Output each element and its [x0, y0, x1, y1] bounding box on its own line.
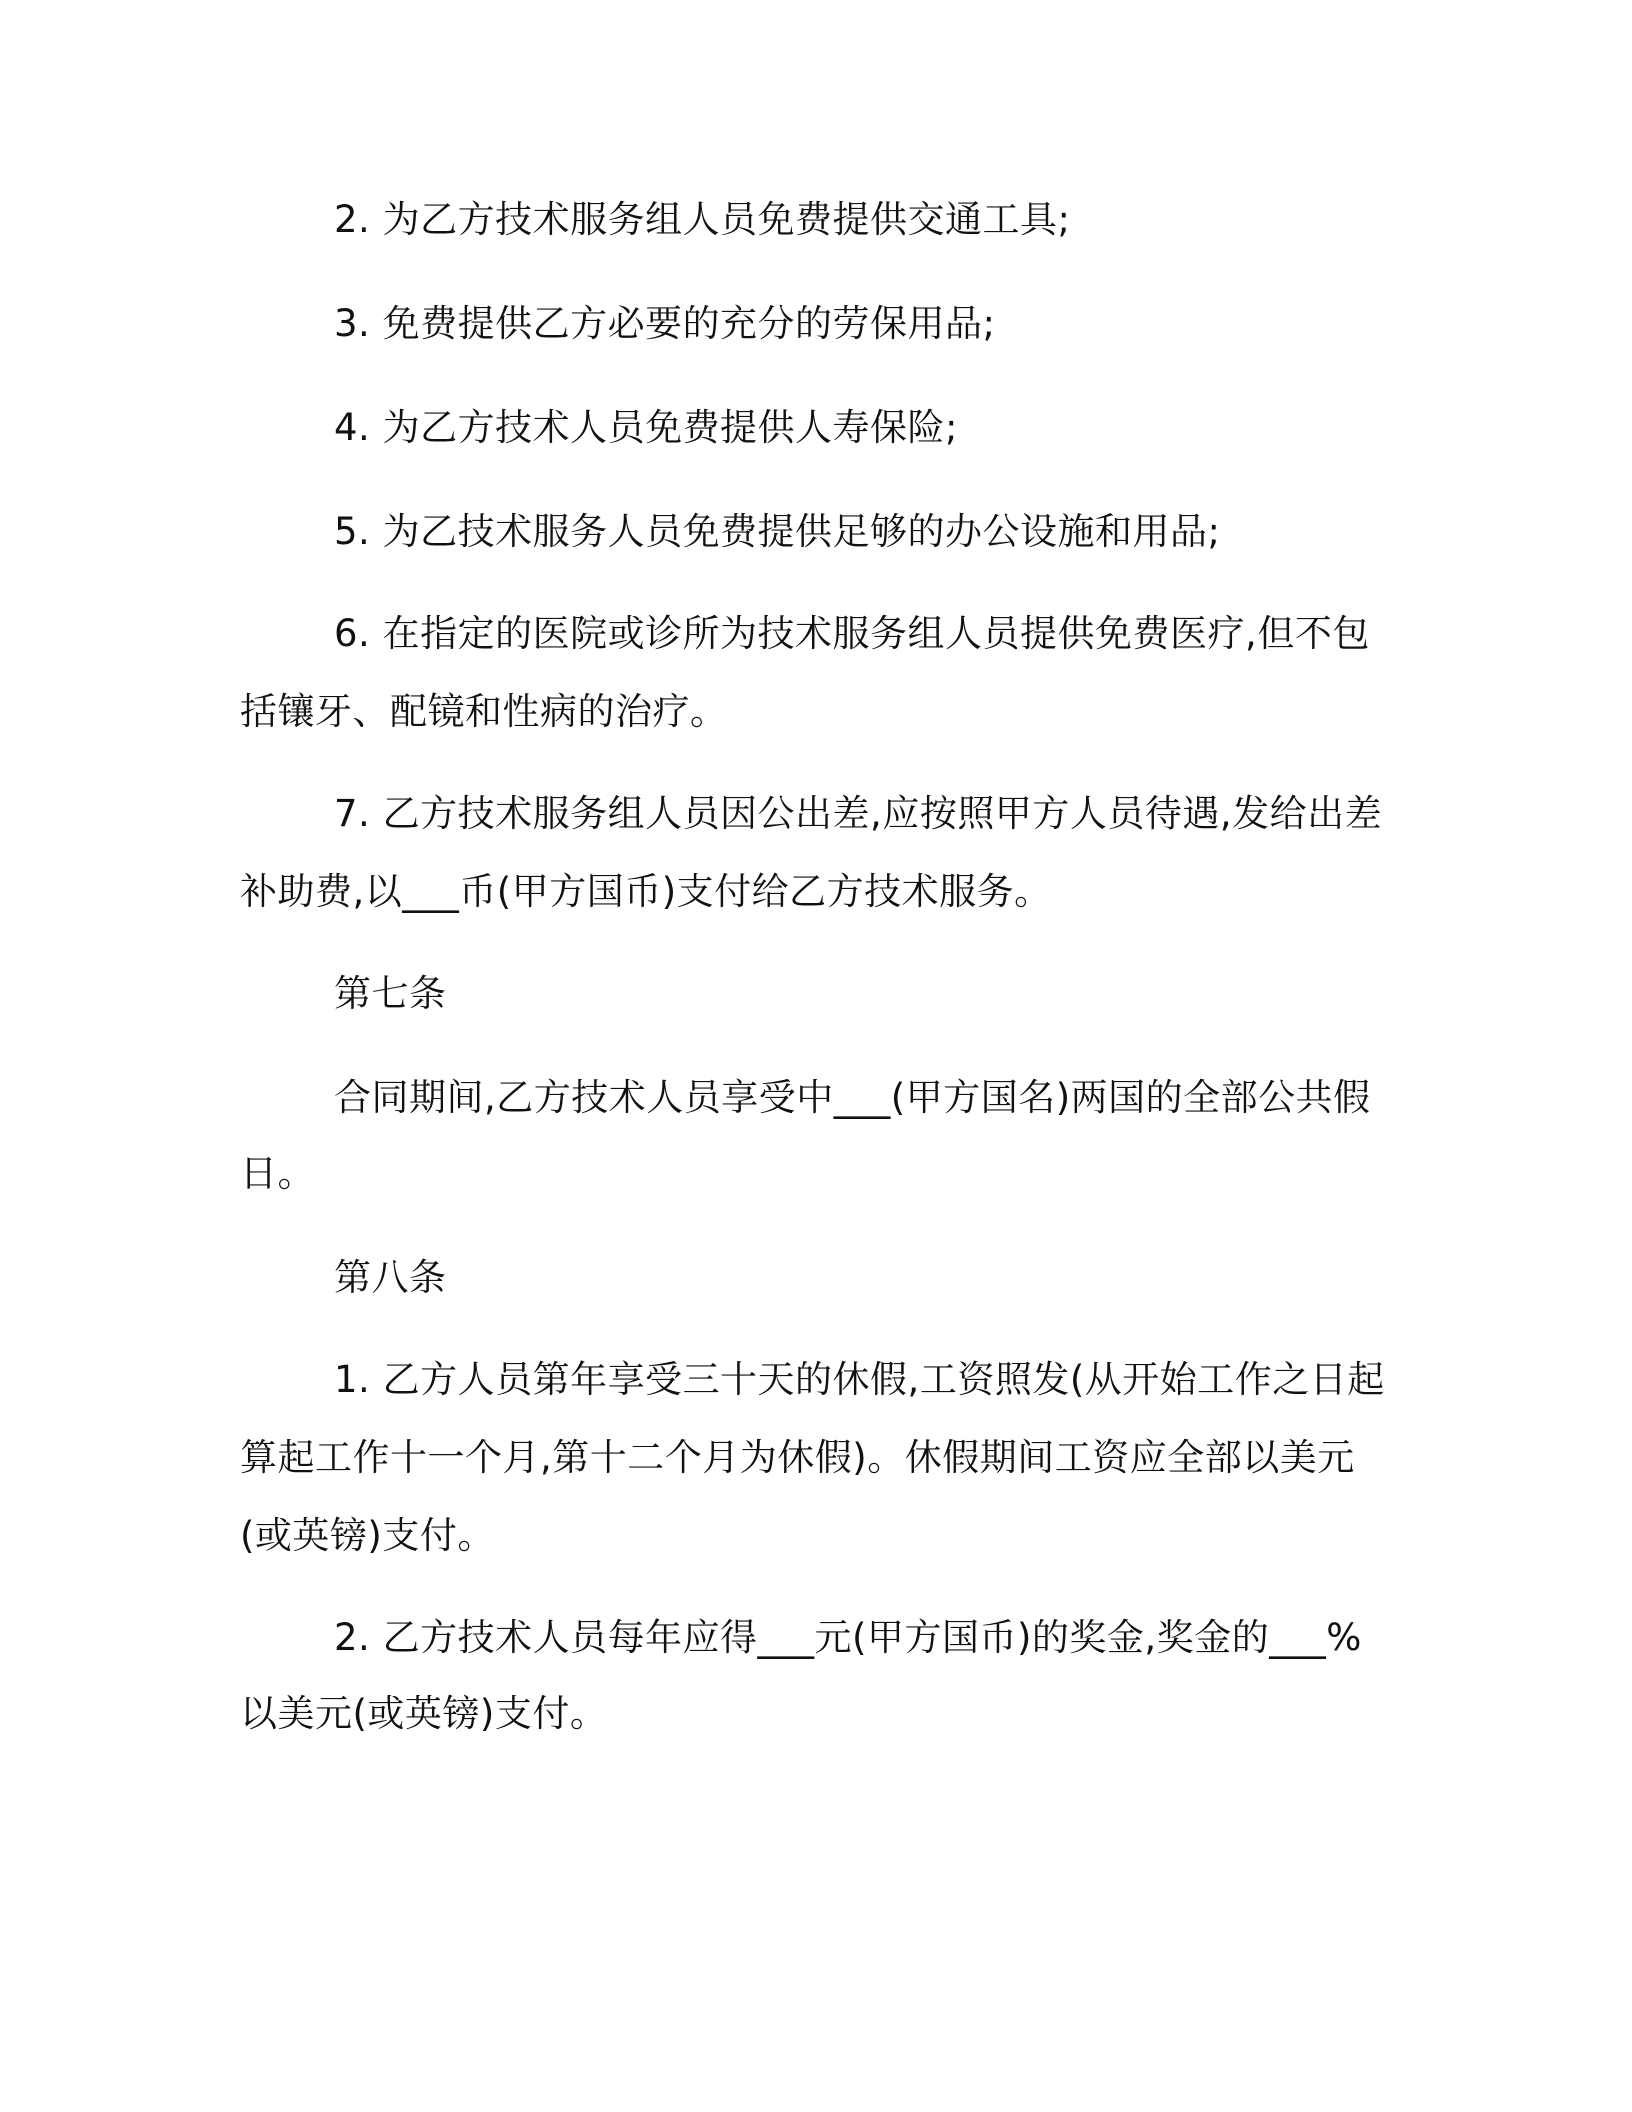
clause-item-4: 4. 为乙方技术人员免费提供人寿保险;: [334, 406, 959, 449]
clause-item-3: 3. 免费提供乙方必要的充分的劳保用品;: [334, 302, 996, 345]
article-8-item-1-line-1: 1. 乙方人员第年享受三十天的休假,工资照发(从开始工作之日起: [334, 1358, 1385, 1401]
article-7-text-line-2: 日。: [240, 1152, 315, 1195]
article-8-item-2-line-1: 2. 乙方技术人员每年应得___元(甲方国币)的奖金,奖金的___%: [334, 1616, 1362, 1659]
clause-item-6-line-2: 括镶牙、配镜和性病的治疗。: [240, 690, 728, 733]
clause-item-7-line-2: 补助费,以___币(甲方国币)支付给乙方技术服务。: [240, 870, 1052, 913]
article-7-heading: 第七条: [334, 972, 447, 1015]
article-8-item-2-line-2: 以美元(或英镑)支付。: [240, 1692, 608, 1735]
clause-item-7-line-1: 7. 乙方技术服务组人员因公出差,应按照甲方人员待遇,发给出差: [334, 792, 1383, 835]
article-7-text-line-1: 合同期间,乙方技术人员享受中___(甲方国名)两国的全部公共假: [334, 1076, 1371, 1119]
clause-item-2: 2. 为乙方技术服务组人员免费提供交通工具;: [334, 198, 1071, 241]
article-8-item-1-line-3: (或英镑)支付。: [240, 1514, 495, 1557]
clause-item-5: 5. 为乙技术服务人员免费提供足够的办公设施和用品;: [334, 510, 1221, 553]
article-8-heading: 第八条: [334, 1256, 447, 1299]
clause-item-6-line-1: 6. 在指定的医院或诊所为技术服务组人员提供免费医疗,但不包: [334, 612, 1370, 655]
article-8-item-1-line-2: 算起工作十一个月,第十二个月为休假)。休假期间工资应全部以美元: [240, 1436, 1355, 1479]
